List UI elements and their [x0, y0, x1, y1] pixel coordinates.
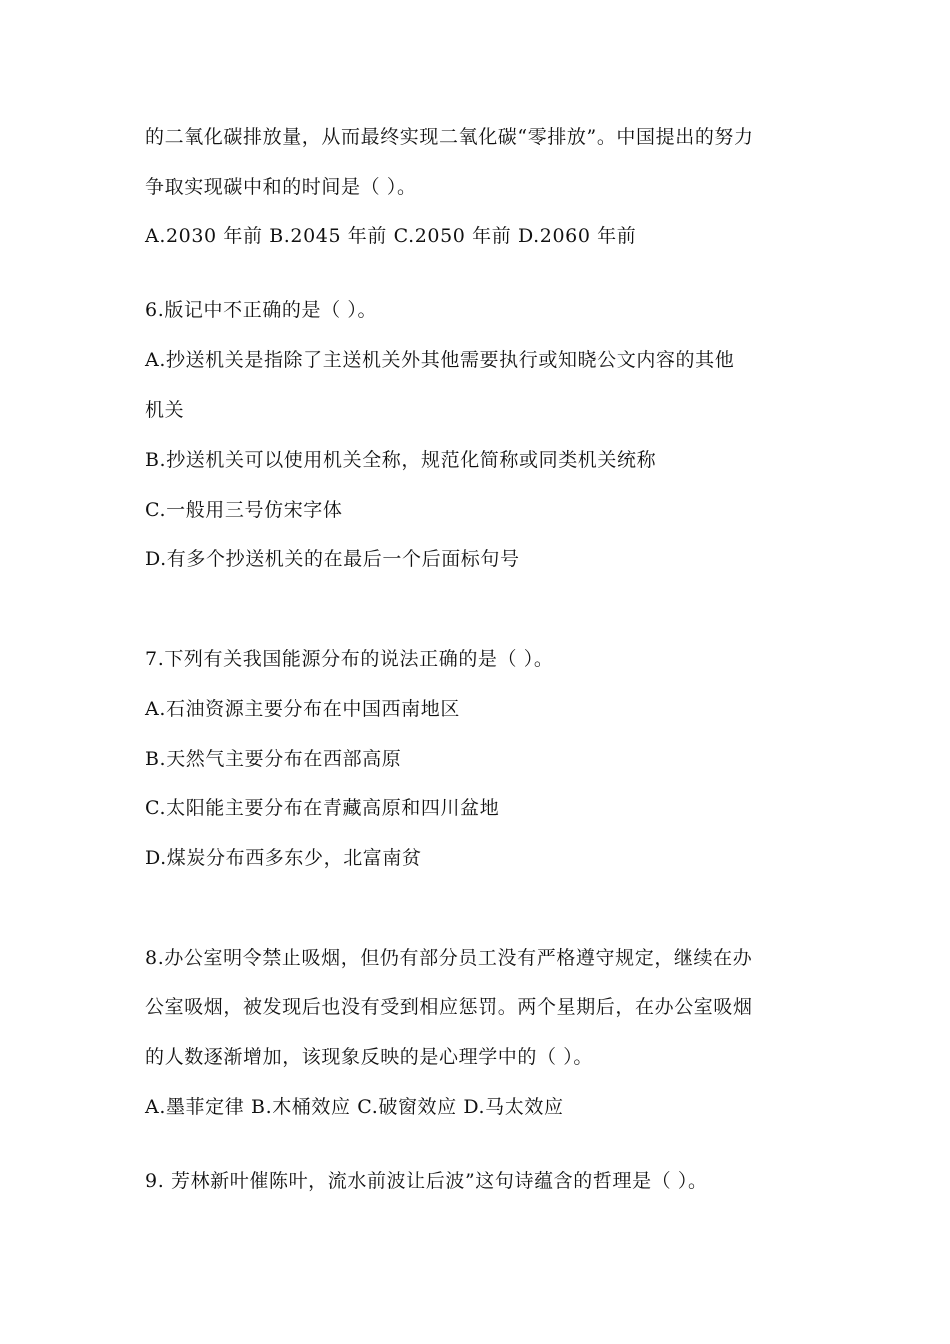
q8-text-line-3: 的人数逐渐增加，该现象反映的是心理学中的（ ）。 — [145, 1046, 593, 1068]
q9-stem: 9. 芳林新叶催陈叶，流水前波让后波”这句诗蕴含的哲理是（ ）。 — [145, 1170, 708, 1192]
q6-option-b: B.抄送机关可以使用机关全称，规范化简称或同类机关统称 — [145, 449, 657, 471]
q7-option-b: B.天然气主要分布在西部高原 — [145, 748, 402, 770]
q7-option-c: C.太阳能主要分布在青藏高原和四川盆地 — [145, 797, 500, 819]
q6-option-d: D.有多个抄送机关的在最后一个后面标句号 — [145, 548, 520, 570]
q7-option-d: D.煤炭分布西多东少，北富南贫 — [145, 847, 422, 869]
q6-option-c: C.一般用三号仿宋字体 — [145, 499, 343, 521]
q7-option-a: A.石油资源主要分布在中国西南地区 — [145, 698, 460, 720]
q8-text-line-2: 公室吸烟，被发现后也没有受到相应惩罚。两个星期后，在办公室吸烟 — [145, 996, 753, 1018]
q6-option-a-line-2: 机关 — [145, 399, 185, 421]
q6-stem: 6.版记中不正确的是（ ）。 — [145, 299, 378, 321]
q8-options: A.墨菲定律 B.木桶效应 C.破窗效应 D.马太效应 — [145, 1096, 564, 1118]
q5-text-line-2: 争取实现碳中和的时间是（ ）。 — [145, 176, 417, 198]
q6-option-a-line-1: A.抄送机关是指除了主送机关外其他需要执行或知晓公文内容的其他 — [145, 349, 735, 371]
q7-stem: 7.下列有关我国能源分布的说法正确的是（ ）。 — [145, 648, 554, 670]
q5-options: A.2030 年前 B.2045 年前 C.2050 年前 D.2060 年前 — [145, 225, 637, 247]
q5-text-line-1: 的二氧化碳排放量，从而最终实现二氧化碳“零排放”。中国提出的努力 — [145, 126, 754, 148]
q8-text-line-1: 8.办公室明令禁止吸烟，但仍有部分员工没有严格遵守规定，继续在办 — [145, 947, 753, 969]
